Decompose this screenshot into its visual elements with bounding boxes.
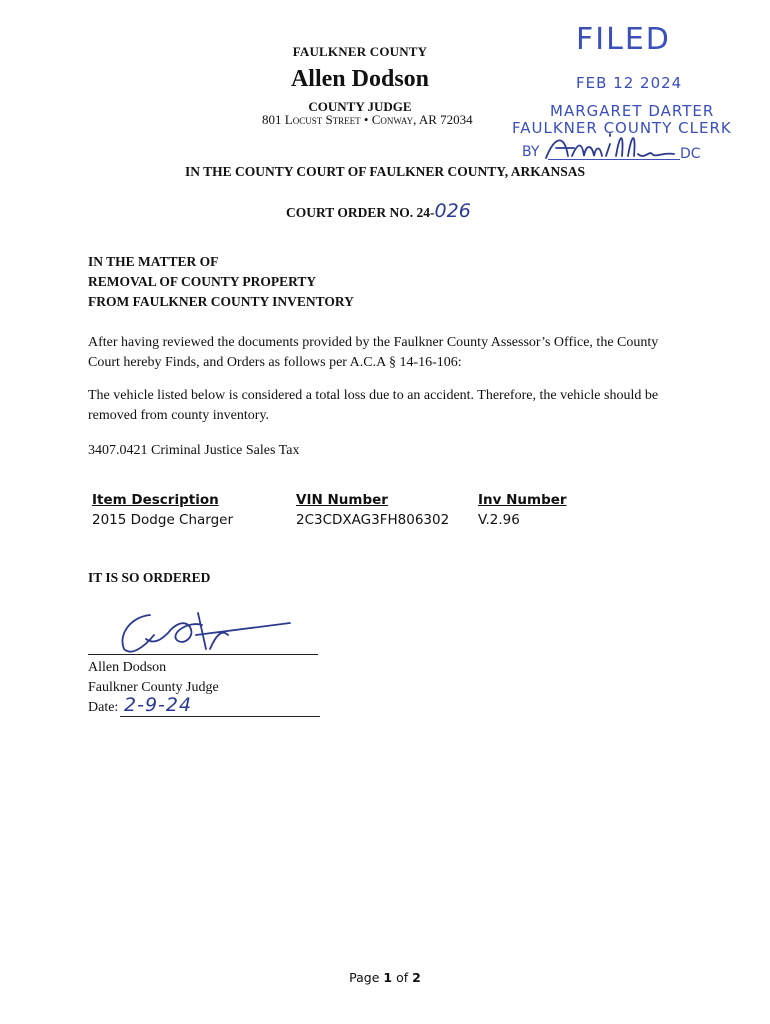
stamp-filed-text: FILED bbox=[576, 22, 671, 57]
page-current: 1 bbox=[383, 970, 393, 985]
address-number: 801 bbox=[262, 112, 285, 127]
stamp-dc-label: DC bbox=[680, 146, 701, 162]
letterhead-judge-title: COUNTY JUDGE bbox=[308, 99, 412, 114]
address-city: Conway bbox=[371, 112, 414, 127]
order-number-label: COURT ORDER NO. 24- bbox=[286, 205, 435, 220]
order-number-handwritten: 026 bbox=[434, 200, 471, 222]
letterhead-judge-name: Allen Dodson bbox=[290, 66, 430, 92]
page-of: of bbox=[392, 970, 413, 985]
deputy-clerk-signature bbox=[540, 128, 680, 164]
address-separator: • bbox=[360, 112, 372, 127]
matter-title bbox=[88, 252, 354, 312]
matter-line-2: REMOVAL OF COUNTY PROPERTY bbox=[88, 274, 317, 289]
page-prefix: Page bbox=[349, 970, 384, 985]
item-description-header: Item Description bbox=[92, 492, 219, 508]
stamp-clerk-office: FAULKNER COUNTY CLERK bbox=[512, 119, 732, 137]
stamp-clerk-name: MARGARET DARTER bbox=[550, 102, 715, 120]
judge-signature bbox=[110, 605, 300, 657]
address-state-zip: , AR 72034 bbox=[413, 112, 473, 127]
vin-number-header: VIN Number bbox=[296, 492, 388, 508]
vin-number-value: 2C3CDXAG3FH806302 bbox=[296, 512, 450, 528]
account-code: 3407.0421 Criminal Justice Sales Tax bbox=[88, 443, 300, 458]
date-line bbox=[120, 716, 320, 717]
page-footer bbox=[0, 970, 770, 985]
inv-number-column bbox=[478, 492, 567, 528]
inv-number-value: V.2.96 bbox=[478, 512, 520, 528]
inv-number-header: Inv Number bbox=[478, 492, 567, 508]
vehicle-loss-paragraph: The vehicle listed below is considered a total loss due to an accident. Therefore, the vehicle should be removed from county inventory. bbox=[88, 388, 659, 423]
matter-line-3: FROM FAULKNER COUNTY INVENTORY bbox=[88, 294, 354, 309]
filed-stamp bbox=[510, 20, 770, 170]
vin-number-column bbox=[296, 492, 449, 528]
stamp-date: FEB 12 2024 bbox=[576, 74, 683, 92]
signature-line bbox=[88, 654, 318, 655]
date-handwritten: 2-9-24 bbox=[124, 694, 193, 716]
stamp-by-label: BY bbox=[522, 144, 540, 160]
findings-paragraph: After having reviewed the documents provided by the Faulkner County Assessor’s Office, the County Court hereby Finds, and Orders as follows per A.C.A § 14-16-106: bbox=[88, 335, 659, 370]
signer-block bbox=[88, 658, 219, 698]
item-description-value: 2015 Dodge Charger bbox=[92, 512, 234, 528]
letterhead-address bbox=[262, 112, 473, 128]
date-label: Date: bbox=[88, 700, 119, 715]
letterhead-county: FAULKNER COUNTY bbox=[292, 44, 428, 59]
address-street: Locust Street bbox=[284, 112, 361, 127]
page-total: 2 bbox=[412, 970, 421, 985]
item-description-column bbox=[92, 492, 233, 528]
signer-title: Faulkner County Judge bbox=[88, 680, 219, 695]
matter-line-1: IN THE MATTER OF bbox=[88, 254, 219, 269]
letterhead bbox=[210, 44, 510, 115]
it-is-so-ordered: IT IS SO ORDERED bbox=[88, 570, 211, 585]
signer-name: Allen Dodson bbox=[88, 660, 167, 675]
court-order-number bbox=[286, 200, 471, 222]
court-heading: IN THE COUNTY COURT OF FAULKNER COUNTY, ARKANSAS bbox=[184, 164, 586, 179]
